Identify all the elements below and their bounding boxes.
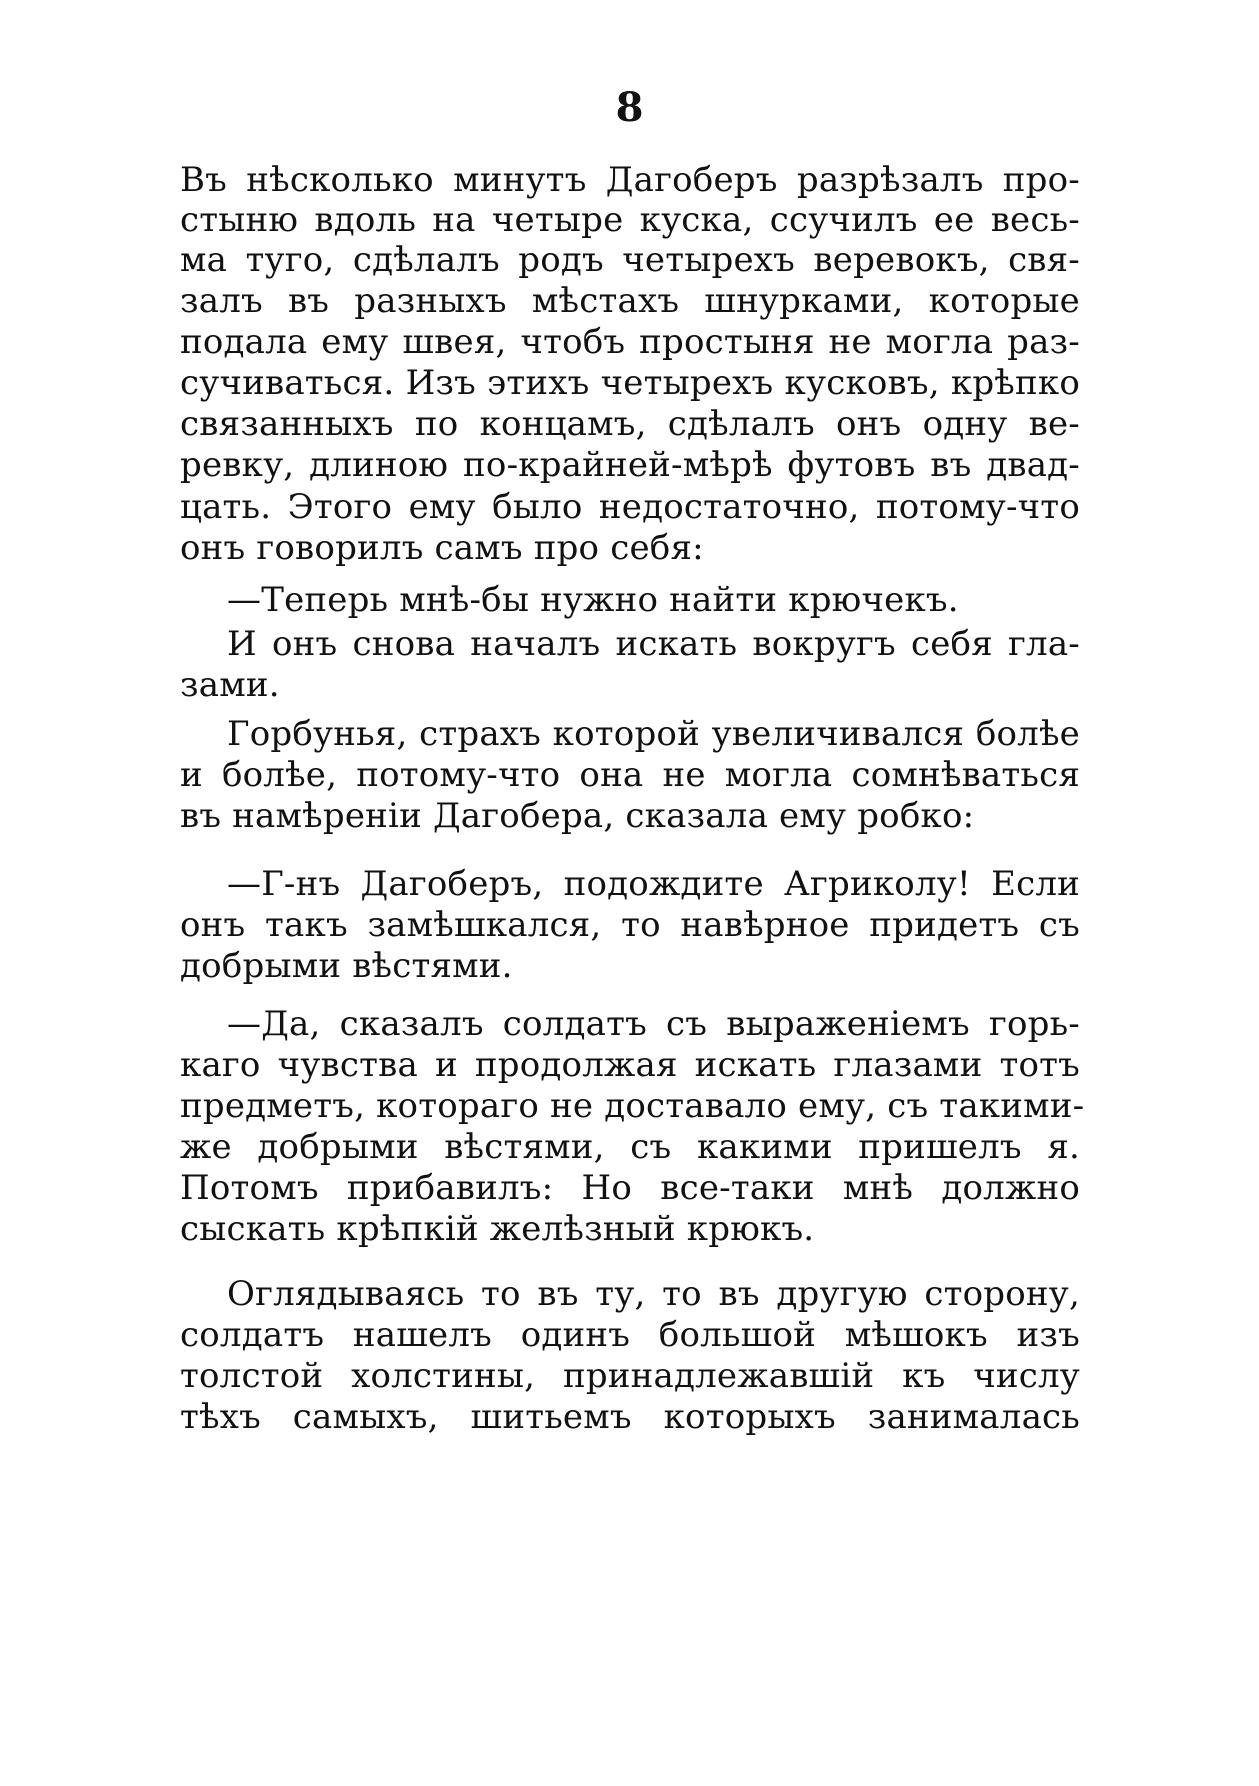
page-number: 8: [615, 84, 644, 131]
book-page: 8 Въ нѣсколько минутъ Дагоберъ разрѣзалъ про- стыню вдоль на четыре куска, ссучилъ ее весь- ма туго, сдѣлалъ родъ четырехъ веревокъ, свя- залъ въ разныхъ мѣстахъ шнурками, которые подала ему швея, чтобъ простыня не могла раз- сучиваться. Изъ этихъ четырехъ кусковъ, крѣпко связанныхъ по концамъ, сдѣлалъ онъ одну ве- ревку, длиною по-крайней-мѣрѣ футовъ въ двад- цать. Этого ему было недостаточно, потому-что онъ говорилъ самъ про себя: —Теперь мнѣ-бы нужно найти крючекъ. И онъ снова началъ искать вокругъ себя гла- зами. Горбунья, страхъ которой увеличивался болѣе и болѣе, потому-что она не могла сомнѣваться въ намѣреніи Дагобера, сказала ему робко: —Г-нъ Дагоберъ, подождите Агриколу! Если онъ такъ замѣшкался, то навѣрное придетъ съ добрыми вѣстями. —Да, сказалъ солдатъ съ выраженіемъ горь- каго чувства и продолжая искать глазами тотъ предметъ, котораго не доставало ему, съ такими- же добрыми вѣстями, съ какими пришелъ я. Потомъ прибавилъ: Но все-таки мнѣ должно сыскать крѣпкій желѣзный крюкъ. Оглядываясь то въ ту, то въ другую сторону, солдатъ нашелъ одинъ большой мѣшокъ изъ толстой холстины, принадлежавшій къ числу тѣхъ самыхъ, шитьемъ которыхъ занималась: [0, 0, 1259, 1786]
